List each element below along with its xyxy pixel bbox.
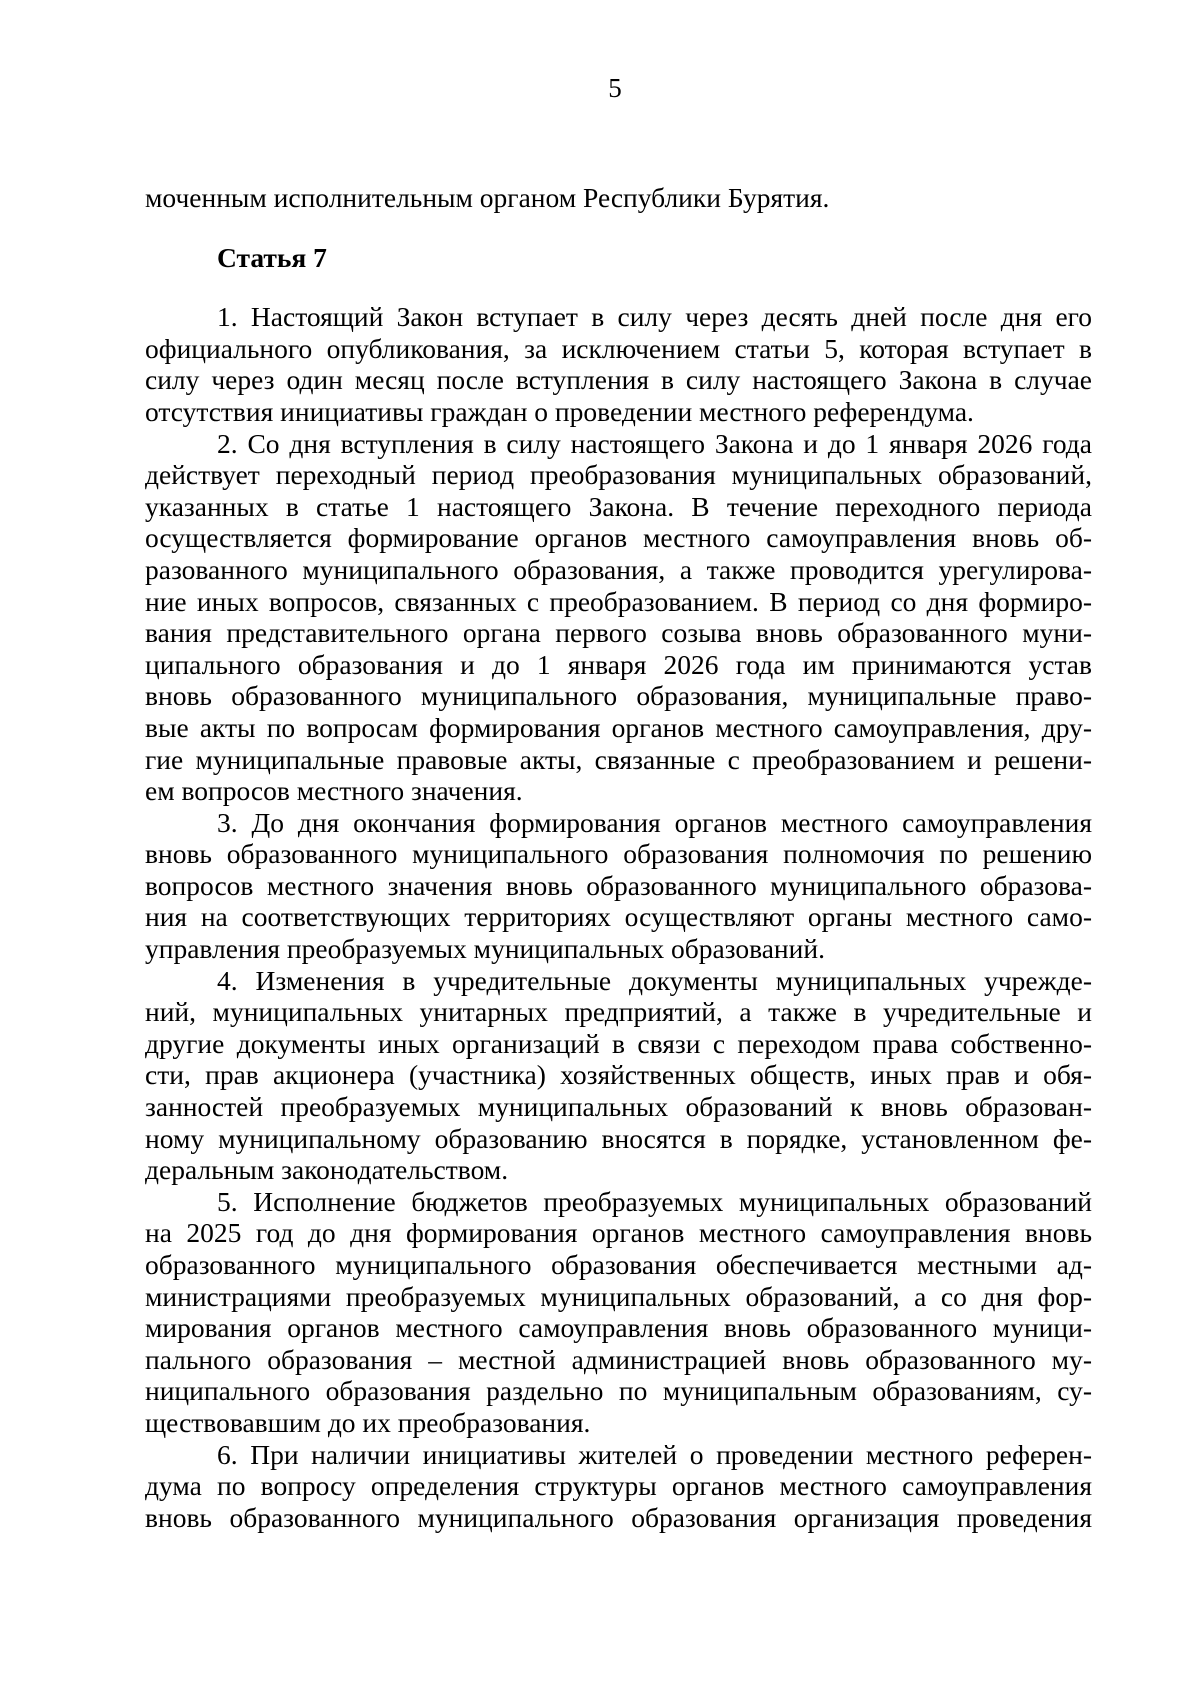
paragraph-line: ний, муниципальных унитарных предприятий, а также в учредительные и <box>145 996 1092 1028</box>
paragraph-line: вания представительного органа первого созыва вновь образованного муни- <box>145 617 1092 649</box>
paragraph-line: министрациями преобразуемых муниципальных образований, а со дня фор- <box>145 1280 1092 1312</box>
paragraph-line: вопросов местного значения вновь образованного муниципального образова- <box>145 869 1092 901</box>
paragraph-line: отсутствия инициативы граждан о проведении местного референдума. <box>145 395 974 427</box>
paragraph-line: действует переходный период преобразования муниципальных образований, <box>145 459 1092 491</box>
paragraph-1 <box>145 301 1092 427</box>
paragraph-4 <box>145 965 1092 1186</box>
paragraph-line: деральным законодательством. <box>145 1154 509 1186</box>
paragraph-line: ниципального образования раздельно по муниципальным образованиям, су- <box>145 1375 1092 1407</box>
paragraph-line: пального образования – местной администрацией вновь образованного му- <box>145 1343 1092 1375</box>
paragraph-6 <box>145 1439 1092 1534</box>
paragraph-line: сти, прав акционера (участника) хозяйственных обществ, иных прав и обя- <box>145 1059 1092 1091</box>
paragraph-line: 5. Исполнение бюджетов преобразуемых муниципальных образований <box>217 1185 1092 1217</box>
article-title: Статья 7 <box>217 241 327 273</box>
paragraph-line: управления преобразуемых муниципальных образований. <box>145 933 825 965</box>
paragraph-line: 2. Со дня вступления в силу настоящего Закона и до 1 января 2026 года <box>217 427 1092 459</box>
continuation-line: моченным исполнительным органом Республики Бурятия. <box>145 182 830 213</box>
paragraph-line: разованного муниципального образования, а также проводится урегулирова- <box>145 553 1092 585</box>
paragraph-line: вновь образованного муниципального образования полномочия по решению <box>145 838 1092 870</box>
paragraph-line: ние иных вопросов, связанных с преобразованием. В период со дня формиро- <box>145 585 1092 617</box>
document-body <box>145 182 1092 1533</box>
paragraph-line: другие документы иных организаций в связи с переходом права собственно- <box>145 1027 1092 1059</box>
paragraph-5 <box>145 1186 1092 1439</box>
paragraph-line: 1. Настоящий Закон вступает в силу через десять дней после дня его <box>217 301 1092 333</box>
paragraph-line: 4. Изменения в учредительные документы муниципальных учрежде- <box>217 964 1092 996</box>
paragraph-3 <box>145 807 1092 965</box>
paragraph-line: официального опубликования, за исключением статьи 5, которая вступает в <box>145 332 1092 364</box>
paragraph-line: занностей преобразуемых муниципальных образований к вновь образован- <box>145 1091 1092 1123</box>
paragraph-line: ния на соответствующих территориях осуществляют органы местного само- <box>145 901 1092 933</box>
paragraph-line: силу через один месяц после вступления в силу настоящего Закона в случае <box>145 364 1092 396</box>
paragraph-line: на 2025 год до дня формирования органов местного самоуправления вновь <box>145 1217 1092 1249</box>
paragraph-line: ем вопросов местного значения. <box>145 775 523 807</box>
paragraph-line: образованного муниципального образования обеспечивается местными ад- <box>145 1249 1092 1280</box>
page-number: 5 <box>608 73 622 103</box>
paragraph-line: ществовавшим до их преобразования. <box>145 1406 591 1438</box>
paragraph-line: мирования органов местного самоуправления вновь образованного муници- <box>145 1312 1092 1344</box>
paragraph-2 <box>145 428 1092 807</box>
paragraph-line: вновь образованного муниципального образования, муниципальные право- <box>145 680 1092 712</box>
paragraph-line: 6. При наличии инициативы жителей о проведении местного референ- <box>217 1438 1092 1470</box>
paragraph-line: осуществляется формирование органов местного самоуправления вновь об- <box>145 522 1092 554</box>
paragraph-line: гие муниципальные правовые акты, связанные с преобразованием и решени- <box>145 743 1092 775</box>
paragraph-line: 3. До дня окончания формирования органов местного самоуправления <box>217 806 1092 838</box>
paragraph-line: указанных в статье 1 настоящего Закона. В течение переходного периода <box>145 490 1092 522</box>
paragraph-line: дума по вопросу определения структуры органов местного самоуправления <box>145 1470 1092 1502</box>
paragraph-line: ципального образования и до 1 января 2026 года им принимаются устав <box>145 648 1092 680</box>
paragraph-line: вые акты по вопросам формирования органов местного самоуправления, дру- <box>145 711 1092 743</box>
paragraph-line: вновь образованного муниципального образования организация проведения <box>145 1501 1092 1533</box>
paragraph-line: ному муниципальному образованию вносятся в порядке, установленном фе- <box>145 1122 1092 1154</box>
